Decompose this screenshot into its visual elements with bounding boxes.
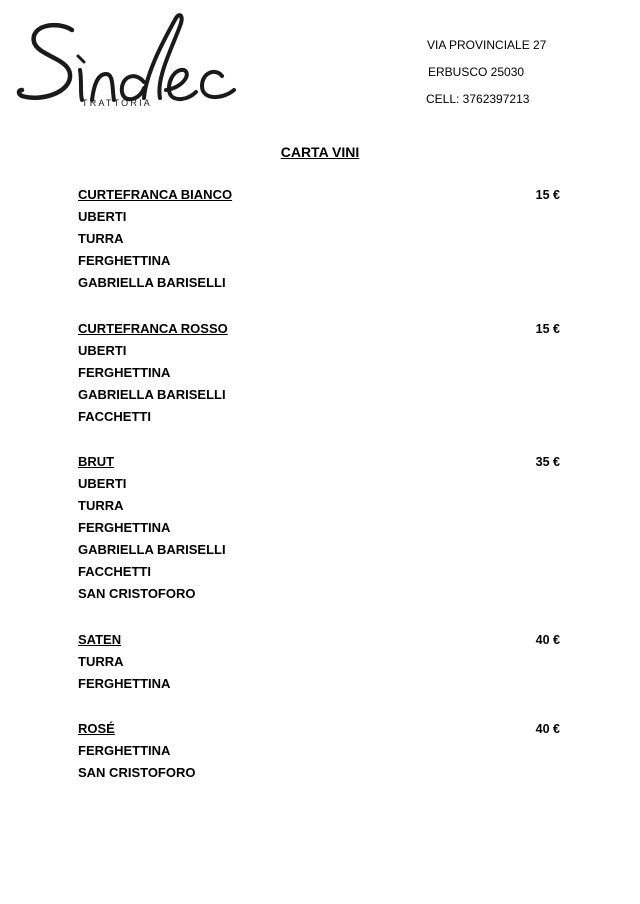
address-block <box>427 38 546 119</box>
wine-section-curtefranca-rosso <box>78 321 562 431</box>
logo-graphic <box>16 12 242 112</box>
section-price: 40 € <box>535 722 560 736</box>
producer-item: GABRIELLA BARISELLI <box>78 275 226 290</box>
producer-item: FERGHETTINA <box>78 520 171 535</box>
menu-title-text: CARTA VINI <box>280 144 360 160</box>
wine-section-curtefranca-bianco <box>78 187 562 297</box>
section-header <box>78 721 562 743</box>
wine-section-rose <box>78 721 562 787</box>
producer-item: FERGHETTINA <box>78 365 171 380</box>
producer-item: FERGHETTINA <box>78 253 171 268</box>
producer-item: FACCHETTI <box>78 564 151 579</box>
section-header <box>78 632 562 654</box>
section-name: ROSÉ <box>78 721 115 736</box>
producer-item: FACCHETTI <box>78 409 151 424</box>
producer-item: FERGHETTINA <box>78 743 171 758</box>
producer-item: FERGHETTINA <box>78 676 171 691</box>
address-street: VIA PROVINCIALE 27 <box>427 38 547 52</box>
producer-item: TURRA <box>78 498 124 513</box>
section-header <box>78 454 562 476</box>
wine-section-saten <box>78 632 562 698</box>
section-name: BRUT <box>78 454 115 469</box>
producer-item: SAN CRISTOFORO <box>78 586 196 601</box>
producer-item: TURRA <box>78 654 124 669</box>
producer-item: GABRIELLA BARISELLI <box>78 387 226 402</box>
section-price: 40 € <box>535 633 560 647</box>
menu-title <box>0 144 640 160</box>
address-phone: CELL: 3762397213 <box>426 92 530 106</box>
section-name: CURTEFRANCA BIANCO <box>78 187 233 202</box>
section-price: 15 € <box>535 188 560 202</box>
producer-item: GABRIELLA BARISELLI <box>78 542 226 557</box>
address-city: ERBUSCO 25030 <box>428 65 525 79</box>
producer-item: SAN CRISTOFORO <box>78 765 196 780</box>
producer-item: UBERTI <box>78 209 127 224</box>
section-header <box>78 321 562 343</box>
section-header <box>78 187 562 209</box>
producer-item: UBERTI <box>78 343 127 358</box>
wine-section-brut <box>78 454 562 608</box>
section-name: SATEN <box>78 632 122 647</box>
section-price: 15 € <box>535 322 560 336</box>
producer-item: TURRA <box>78 231 124 246</box>
section-price: 35 € <box>535 455 560 469</box>
producer-item: UBERTI <box>78 476 127 491</box>
logo-subtitle: TRATTORIA <box>82 98 152 108</box>
trattoria-logo <box>16 12 242 112</box>
section-name: CURTEFRANCA ROSSO <box>78 321 228 336</box>
